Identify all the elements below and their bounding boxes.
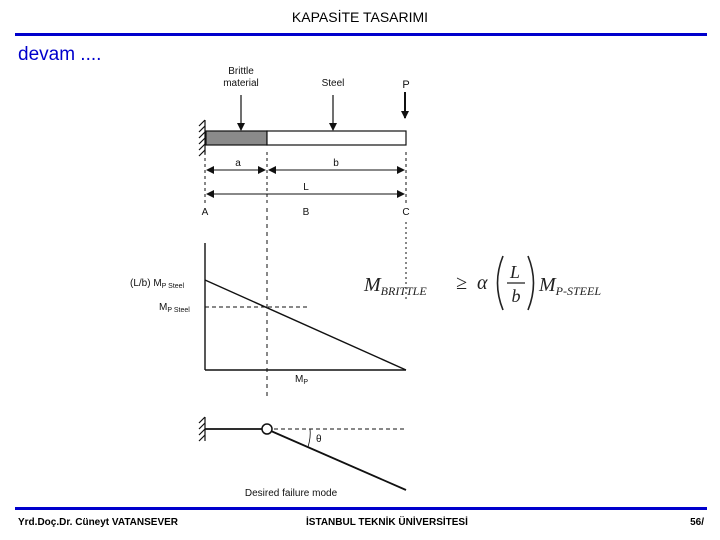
formula-left-paren bbox=[498, 256, 504, 310]
capacity-formula bbox=[363, 256, 601, 310]
formula-rhs: $M_{P-STEEL}$ bbox=[539, 274, 602, 298]
steel-segment bbox=[267, 131, 406, 145]
load-label: P bbox=[402, 79, 410, 91]
mp-axis-label: $M_P$ bbox=[295, 374, 309, 386]
point-C-label: C bbox=[402, 207, 410, 218]
mechanism-caption: Desired failure mode bbox=[244, 488, 338, 499]
lb-moment-label: (L/b) $M_{P Steel}$ bbox=[130, 278, 185, 290]
footer-institution: İSTANBUL TEKNİK ÜNİVERSİTESİ bbox=[306, 517, 468, 528]
rotation-arc bbox=[308, 429, 310, 447]
plastic-hinge bbox=[262, 424, 272, 434]
steel-label: Steel bbox=[321, 78, 345, 89]
footer-author: Yrd.Doç.Dr. Cüneyt VATANSEVER bbox=[18, 517, 179, 528]
subtitle: devam .... bbox=[18, 44, 102, 65]
brittle-segment bbox=[206, 131, 267, 145]
formula-lhs: $M_{BRITTLE}$ bbox=[364, 274, 427, 298]
point-A-label: A bbox=[201, 207, 209, 218]
dim-a-label: a bbox=[235, 158, 241, 169]
mechanism-support-hatch bbox=[199, 417, 205, 441]
formula-relation: ≥ bbox=[456, 272, 467, 294]
footer-divider bbox=[15, 507, 707, 510]
theta-label: θ bbox=[316, 434, 322, 445]
failure-mechanism bbox=[199, 417, 406, 499]
rotated-beam-segment bbox=[271, 431, 406, 490]
mp-steel-label: $M_{P Steel}$ bbox=[159, 302, 190, 314]
moment-diagram bbox=[130, 208, 406, 400]
beam-diagram bbox=[199, 66, 410, 218]
formula-right-paren bbox=[528, 256, 534, 310]
formula-alpha: α bbox=[477, 272, 488, 294]
formula-fraction-denominator: b bbox=[511, 286, 521, 306]
point-B-label: B bbox=[302, 207, 310, 218]
page-number: 56/ bbox=[690, 517, 704, 528]
slide-title: KAPASİTE TASARIMI bbox=[291, 9, 429, 25]
brittle-label-line1: Brittle bbox=[228, 66, 254, 77]
brittle-label-line2: material bbox=[223, 78, 259, 89]
formula-fraction-numerator: L bbox=[509, 262, 521, 282]
dim-b-label: b bbox=[333, 158, 339, 169]
dim-L-label: L bbox=[303, 182, 309, 193]
fixed-support-hatch bbox=[199, 120, 205, 156]
